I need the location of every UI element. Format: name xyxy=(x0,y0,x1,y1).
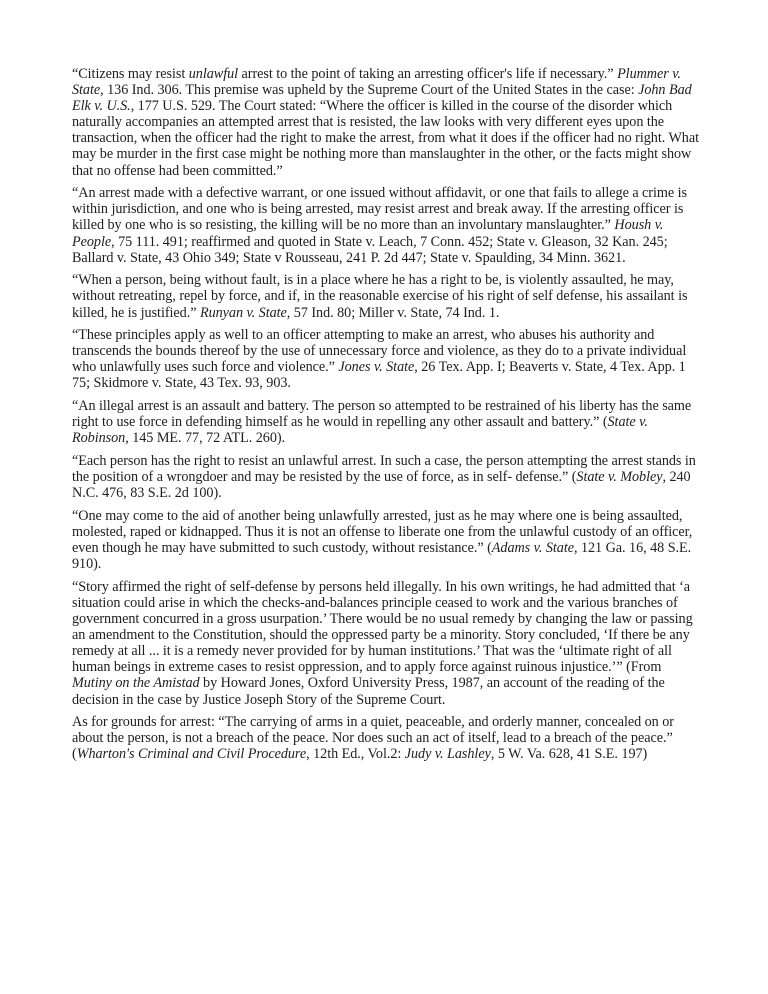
text-segment: , 240 N.C. 476, 83 S.E. 2d 100). xyxy=(72,469,691,502)
paragraph-jones xyxy=(72,327,700,391)
paragraph-story xyxy=(72,579,700,708)
italic-citation: unlawful xyxy=(188,66,239,82)
italic-citation: Runyan v. State xyxy=(199,304,287,321)
text-segment: “Story affirmed the right of self-defense by persons held illegally. In his own writings, he had admitted that ‘a situation could arise in which the checks-and-balances principle ceased to work and the various branches of government concurred in a gross usurpation.’ There would be no usual remedy by changing the law or passing an amendment to the Constitution, should the oppressed party be a minority. Story concluded, ‘If there be any remedy at all ... it is a remedy never provided for by human institutions.’ That was the ‘ultimate right of all human beings in extreme cases to resist oppression, and to apply force against ruinous injustice.’” (From xyxy=(72,578,693,676)
italic-citation: Housh v. People xyxy=(72,217,664,250)
paragraph-mobley xyxy=(72,453,700,501)
text-segment: , 5 W. Va. 628, 41 S.E. 197) xyxy=(490,746,648,763)
text-segment: “An arrest made with a defective warrant, or one issued without affidavit, or one that fails to allege a crime is within jurisdiction, and one who is being arrested, may resist arrest and break away. If the arresting officer is killed by one who is so resisting, the killing will be no more than an involuntary manslaughter.” xyxy=(72,185,687,234)
italic-citation: Plummer v. State xyxy=(72,66,681,99)
text-segment: , 121 Ga. 16, 48 S.E. 910). xyxy=(72,540,692,573)
text-segment: , 177 U.S. 529. The Court stated: “Where the officer is killed in the course of the disorder which naturally accompanies an attempted arrest that is resisted, the law looks with very different eyes upon the transaction, when the officer had the right to make the arrest, from what it does if the officer had no right. What may be murder in the first case might be nothing more than manslaughter in the other, or the facts might show that no offense had been committed.” xyxy=(72,98,699,179)
italic-citation: Adams v. State xyxy=(491,540,574,557)
italic-citation: Jones v. State xyxy=(338,359,415,376)
text-segment: “One may come to the aid of another being unlawfully arrested, just as he may where one is being assaulted, molested, raped or kidnapped. Thus it is not an offense to liberate one from the unlawful custody of an officer, even though he may have submitted to such custody, without resistance.” ( xyxy=(72,507,693,557)
text-segment: arrest to the point of taking an arresting officer's life if necessary.” xyxy=(238,66,618,82)
document-page xyxy=(72,66,700,769)
text-segment: , 145 ME. 77, 72 ATL. 260). xyxy=(125,430,286,447)
paragraph-robinson xyxy=(72,398,700,446)
text-segment: , 57 Ind. 80; Miller v. State, 74 Ind. 1. xyxy=(286,304,500,321)
text-segment: As for grounds for arrest: “The carrying of arms in a quiet, peaceable, and orderly manner, concealed on or about the person, is not a breach of the peace. Nor does such an act of itself, lead to a breach of the peace.” ( xyxy=(72,714,674,763)
text-segment: “These principles apply as well to an officer attempting to make an arrest, who abuses his authority and transcends the bounds thereof by the use of unnecessary force and violence, as they do to a private individual who unlawfully uses such force and violence.” xyxy=(72,327,687,376)
paragraph-plummer xyxy=(72,66,700,179)
paragraph-runyan xyxy=(72,272,700,320)
text-segment: “Citizens may resist xyxy=(72,66,189,82)
text-segment: , 136 Ind. 306. This premise was upheld by the Supreme Court of the United States in the case: xyxy=(100,82,639,99)
italic-citation: John Bad Elk v. U.S. xyxy=(72,82,692,115)
paragraph-housh xyxy=(72,185,700,265)
italic-citation: State v. Robinson xyxy=(72,414,648,447)
text-segment: , 12th Ed., Vol.2: xyxy=(306,746,405,763)
paragraph-adams xyxy=(72,508,700,572)
paragraph-grounds-for-arrest xyxy=(72,714,700,762)
italic-citation: State v. Mobley xyxy=(576,469,663,486)
italic-citation: Mutiny on the Amistad xyxy=(72,675,200,692)
text-segment: “Each person has the right to resist an unlawful arrest. In such a case, the person attempting the arrest stands in the position of a wrongdoer and may be resisted by the use of force, as in self- defense.” ( xyxy=(72,453,696,486)
italic-citation: Wharton's Criminal and Civil Procedure xyxy=(76,746,307,763)
text-segment: “An illegal arrest is an assault and battery. The person so attempted to be restrained of his liberty has the same right to use force in defending himself as he would in repelling any other assault and battery.” ( xyxy=(72,398,692,431)
text-segment: by Howard Jones, Oxford University Press, 1987, an account of the reading of the decision in the case by Justice Joseph Story of the Supreme Court. xyxy=(72,675,665,708)
text-segment: “When a person, being without fault, is in a place where he has a right to be, is violently assaulted, he may, without retreating, repel by force, and if, in the reasonable exercise of his right of self defense, his assailant is killed, he is justified.” xyxy=(72,272,688,321)
italic-citation: Judy v. Lashley xyxy=(404,746,491,763)
text-segment: , 75 111. 491; reaffirmed and quoted in State v. Leach, 7 Conn. 452; State v. Gleason, 32 Kan. 245; Ballard v. State, 43 Ohio 349; State v Rousseau, 241 P. 2d 447; State v. Spaulding, 34 Minn. 3621. xyxy=(72,233,668,266)
text-segment: , 26 Tex. App. I; Beaverts v. State, 4 Tex. App. 1 75; Skidmore v. State, 43 Tex. 93, 903. xyxy=(72,359,686,392)
